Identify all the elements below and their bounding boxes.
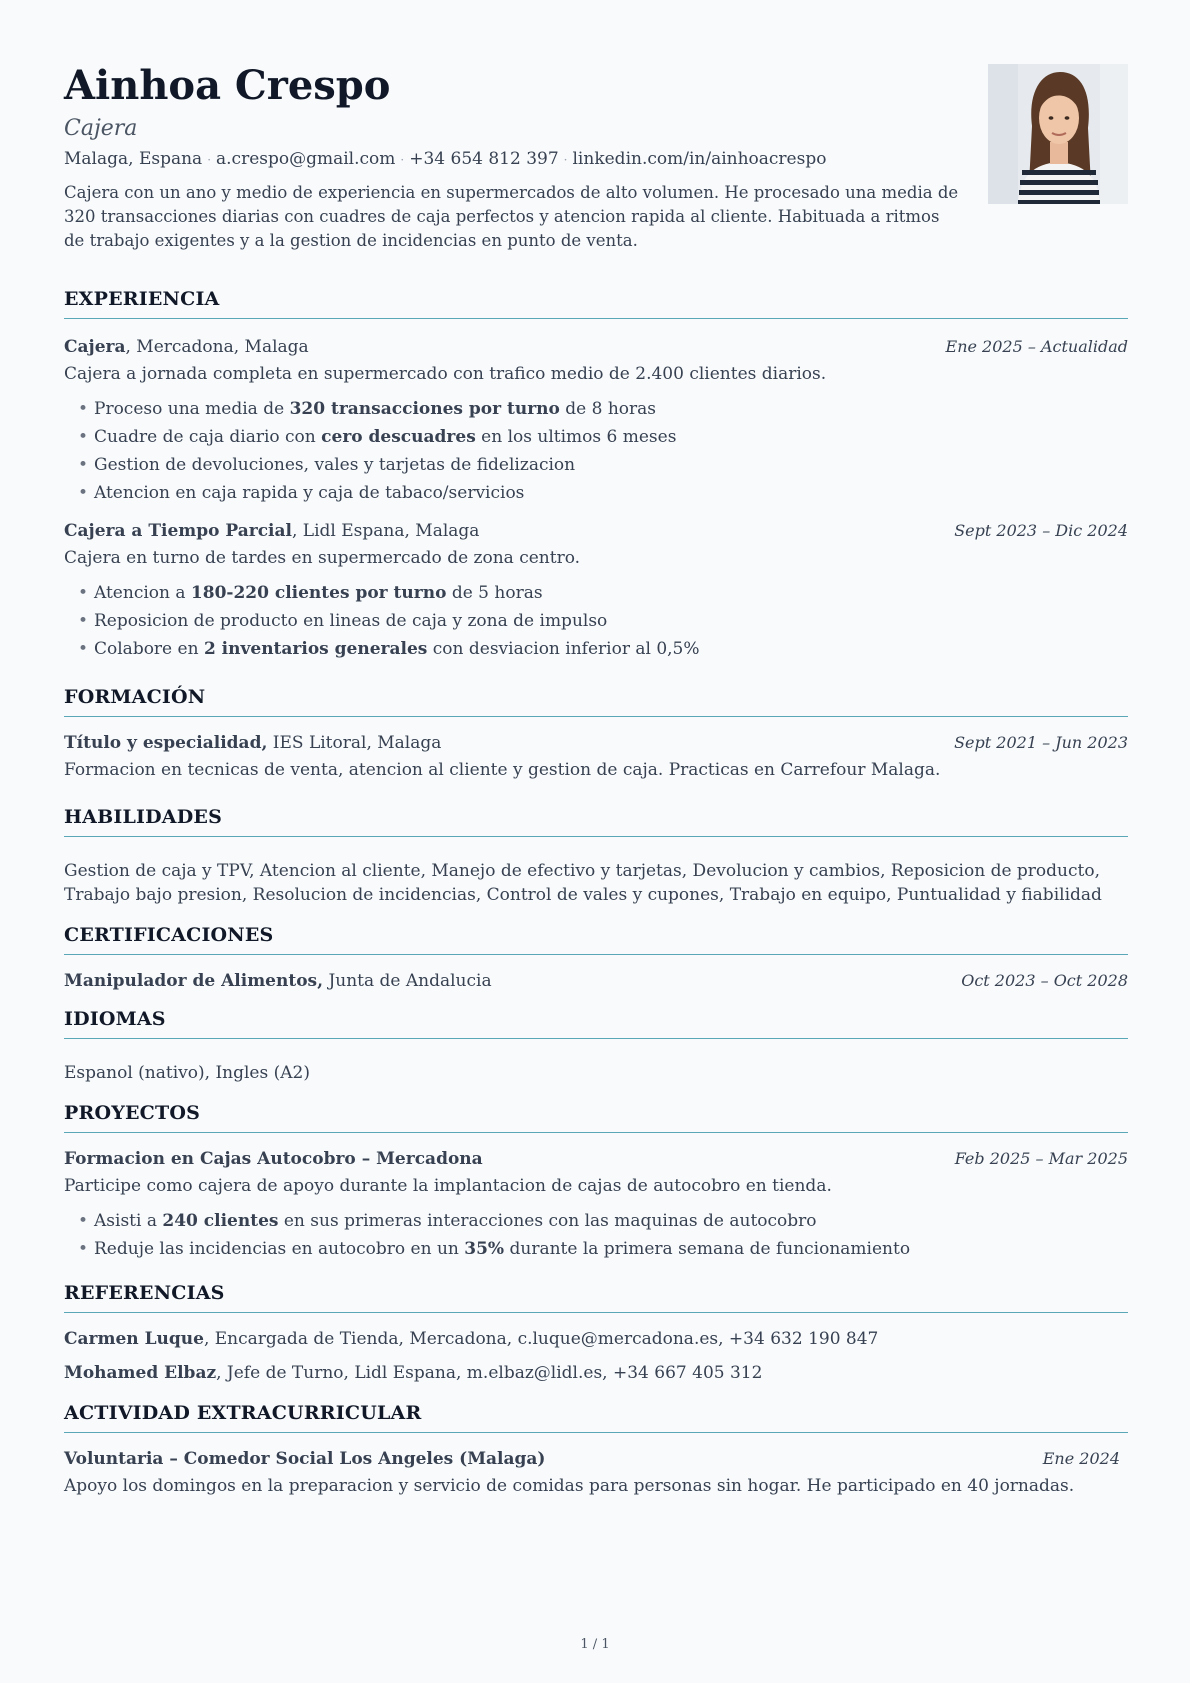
job-title: Cajera [64, 337, 126, 357]
education-org: IES Litoral, Malaga [267, 733, 442, 753]
list-item: • Gestion de devoluciones, vales y tarjetas de fidelizacion [94, 451, 1128, 479]
contact-phone[interactable]: +34 654 812 397 [409, 149, 559, 169]
job-description: Cajera en turno de tardes en supermercado de zona centro. [64, 548, 581, 568]
contact-location: Malaga, Espana [64, 149, 203, 169]
section-education [64, 685, 1128, 783]
section-experience [64, 287, 1128, 663]
certification-date: Oct 2023 – Oct 2028 [961, 971, 1128, 990]
education-title: Título y especialidad, [64, 733, 268, 753]
activity-title: Voluntaria – Comedor Social Los Angeles (Malaga) [64, 1449, 546, 1469]
references-list [64, 1327, 1128, 1385]
candidate-name: Ainhoa Crespo [64, 62, 391, 109]
section-languages [64, 1007, 1128, 1085]
reference-item: Mohamed Elbaz, Jefe de Turno, Lidl Espana, m.elbaz@lidl.es, +34 667 405 312 [64, 1363, 763, 1383]
list-item: • Reduje las incidencias en autocobro en un 35% durante la primera semana de funcionamiento [94, 1235, 1128, 1263]
section-activities [64, 1401, 1128, 1499]
contact-line: Malaga, Espana · a.crespo@gmail.com · +34 654 812 397 · linkedin.com/in/ainhoacrespo [64, 149, 827, 169]
skills-list: Gestion de caja y TPV, Atencion al cliente, Manejo de efectivo y tarjetas, Devolucion y cambios, Reposicion de producto, Trabajo bajo presion, Resolucion de incidencias, Control de vales y cupones, Trabajo en equipo, Puntualidad y fiabilidad [64, 861, 1102, 905]
section-title-projects: PROYECTOS [64, 1101, 1128, 1133]
page-number: 1 / 1 [580, 1637, 610, 1652]
list-item: • Atencion a 180-220 clientes por turno de 5 horas [94, 579, 1128, 607]
list-item: • Reposicion de producto en lineas de caja y zona de impulso [94, 607, 1128, 635]
education-date: Sept 2021 – Jun 2023 [954, 733, 1128, 752]
certification-entry [64, 969, 1128, 993]
candidate-role: Cajera [64, 116, 138, 141]
activity-date: Ene 2024 [1042, 1449, 1120, 1468]
job-bullets [64, 395, 1128, 507]
section-title-activities: ACTIVIDAD EXTRACURRICULAR [64, 1401, 1128, 1433]
experience-entry [64, 335, 1128, 507]
project-bullets [64, 1207, 1128, 1263]
reference-item: Carmen Luque, Encargada de Tienda, Mercadona, c.luque@mercadona.es, +34 632 190 847 [64, 1329, 879, 1349]
section-title-languages: IDIOMAS [64, 1007, 1128, 1039]
project-description: Participe como cajera de apoyo durante la implantacion de cajas de autocobro en tienda. [64, 1176, 832, 1196]
list-item: • Asisti a 240 clientes en sus primeras interacciones con las maquinas de autocobro [94, 1207, 1128, 1235]
list-item: • Cuadre de caja diario con cero descuadres en los ultimos 6 meses [94, 423, 1128, 451]
section-title-certifications: CERTIFICACIONES [64, 923, 1128, 955]
job-date: Ene 2025 – Actualidad [945, 337, 1128, 356]
section-title-experience: EXPERIENCIA [64, 287, 1128, 319]
section-title-skills: HABILIDADES [64, 805, 1128, 837]
profile-summary: Cajera con un ano y medio de experiencia en supermercados de alto volumen. He procesado una media de 320 transacciones diarias con cuadres de caja perfectos y atencion rapida al cliente. Habituada a ritmos de trabajo exigentes y a la gestion de incidencias en punto de venta. [64, 183, 959, 250]
section-title-references: REFERENCIAS [64, 1281, 1128, 1313]
job-title: Cajera a Tiempo Parcial [64, 521, 292, 541]
activity-entry [64, 1447, 1128, 1499]
project-date: Feb 2025 – Mar 2025 [954, 1149, 1128, 1168]
list-item: • Colabore en 2 inventarios generales con desviacion inferior al 0,5% [94, 635, 1128, 663]
section-skills [64, 805, 1128, 907]
section-references [64, 1281, 1128, 1385]
job-org: , Mercadona, Malaga [125, 337, 309, 357]
header [64, 60, 1128, 253]
list-item: • Atencion en caja rapida y caja de tabaco/servicios [94, 479, 1128, 507]
certification-title: Manipulador de Alimentos, [64, 971, 324, 991]
experience-entry [64, 519, 1128, 663]
project-entry [64, 1147, 1128, 1263]
contact-email[interactable]: a.crespo@gmail.com [216, 149, 396, 169]
languages-list: Espanol (nativo), Ingles (A2) [64, 1063, 310, 1083]
profile-photo [988, 64, 1128, 204]
section-projects [64, 1101, 1128, 1263]
resume-page [64, 60, 1128, 1499]
job-description: Cajera a jornada completa en supermercado con trafico medio de 2.400 clientes diarios. [64, 364, 827, 384]
activity-description: Apoyo los domingos en la preparacion y servicio de comidas para personas sin hogar. He participado en 40 jornadas. [64, 1476, 1075, 1496]
certification-org: Junta de Andalucia [323, 971, 492, 991]
education-entry [64, 731, 1128, 783]
list-item: • Proceso una media de 320 transacciones por turno de 8 horas [94, 395, 1128, 423]
job-org: , Lidl Espana, Malaga [291, 521, 480, 541]
project-title: Formacion en Cajas Autocobro – Mercadona [64, 1149, 483, 1169]
contact-linkedin[interactable]: linkedin.com/in/ainhoacrespo [572, 149, 827, 169]
section-certifications [64, 923, 1128, 993]
section-title-education: FORMACIÓN [64, 685, 1128, 717]
education-description: Formacion en tecnicas de venta, atencion al cliente y gestion de caja. Practicas en Carrefour Malaga. [64, 760, 941, 780]
job-date: Sept 2023 – Dic 2024 [954, 521, 1128, 540]
job-bullets [64, 579, 1128, 663]
